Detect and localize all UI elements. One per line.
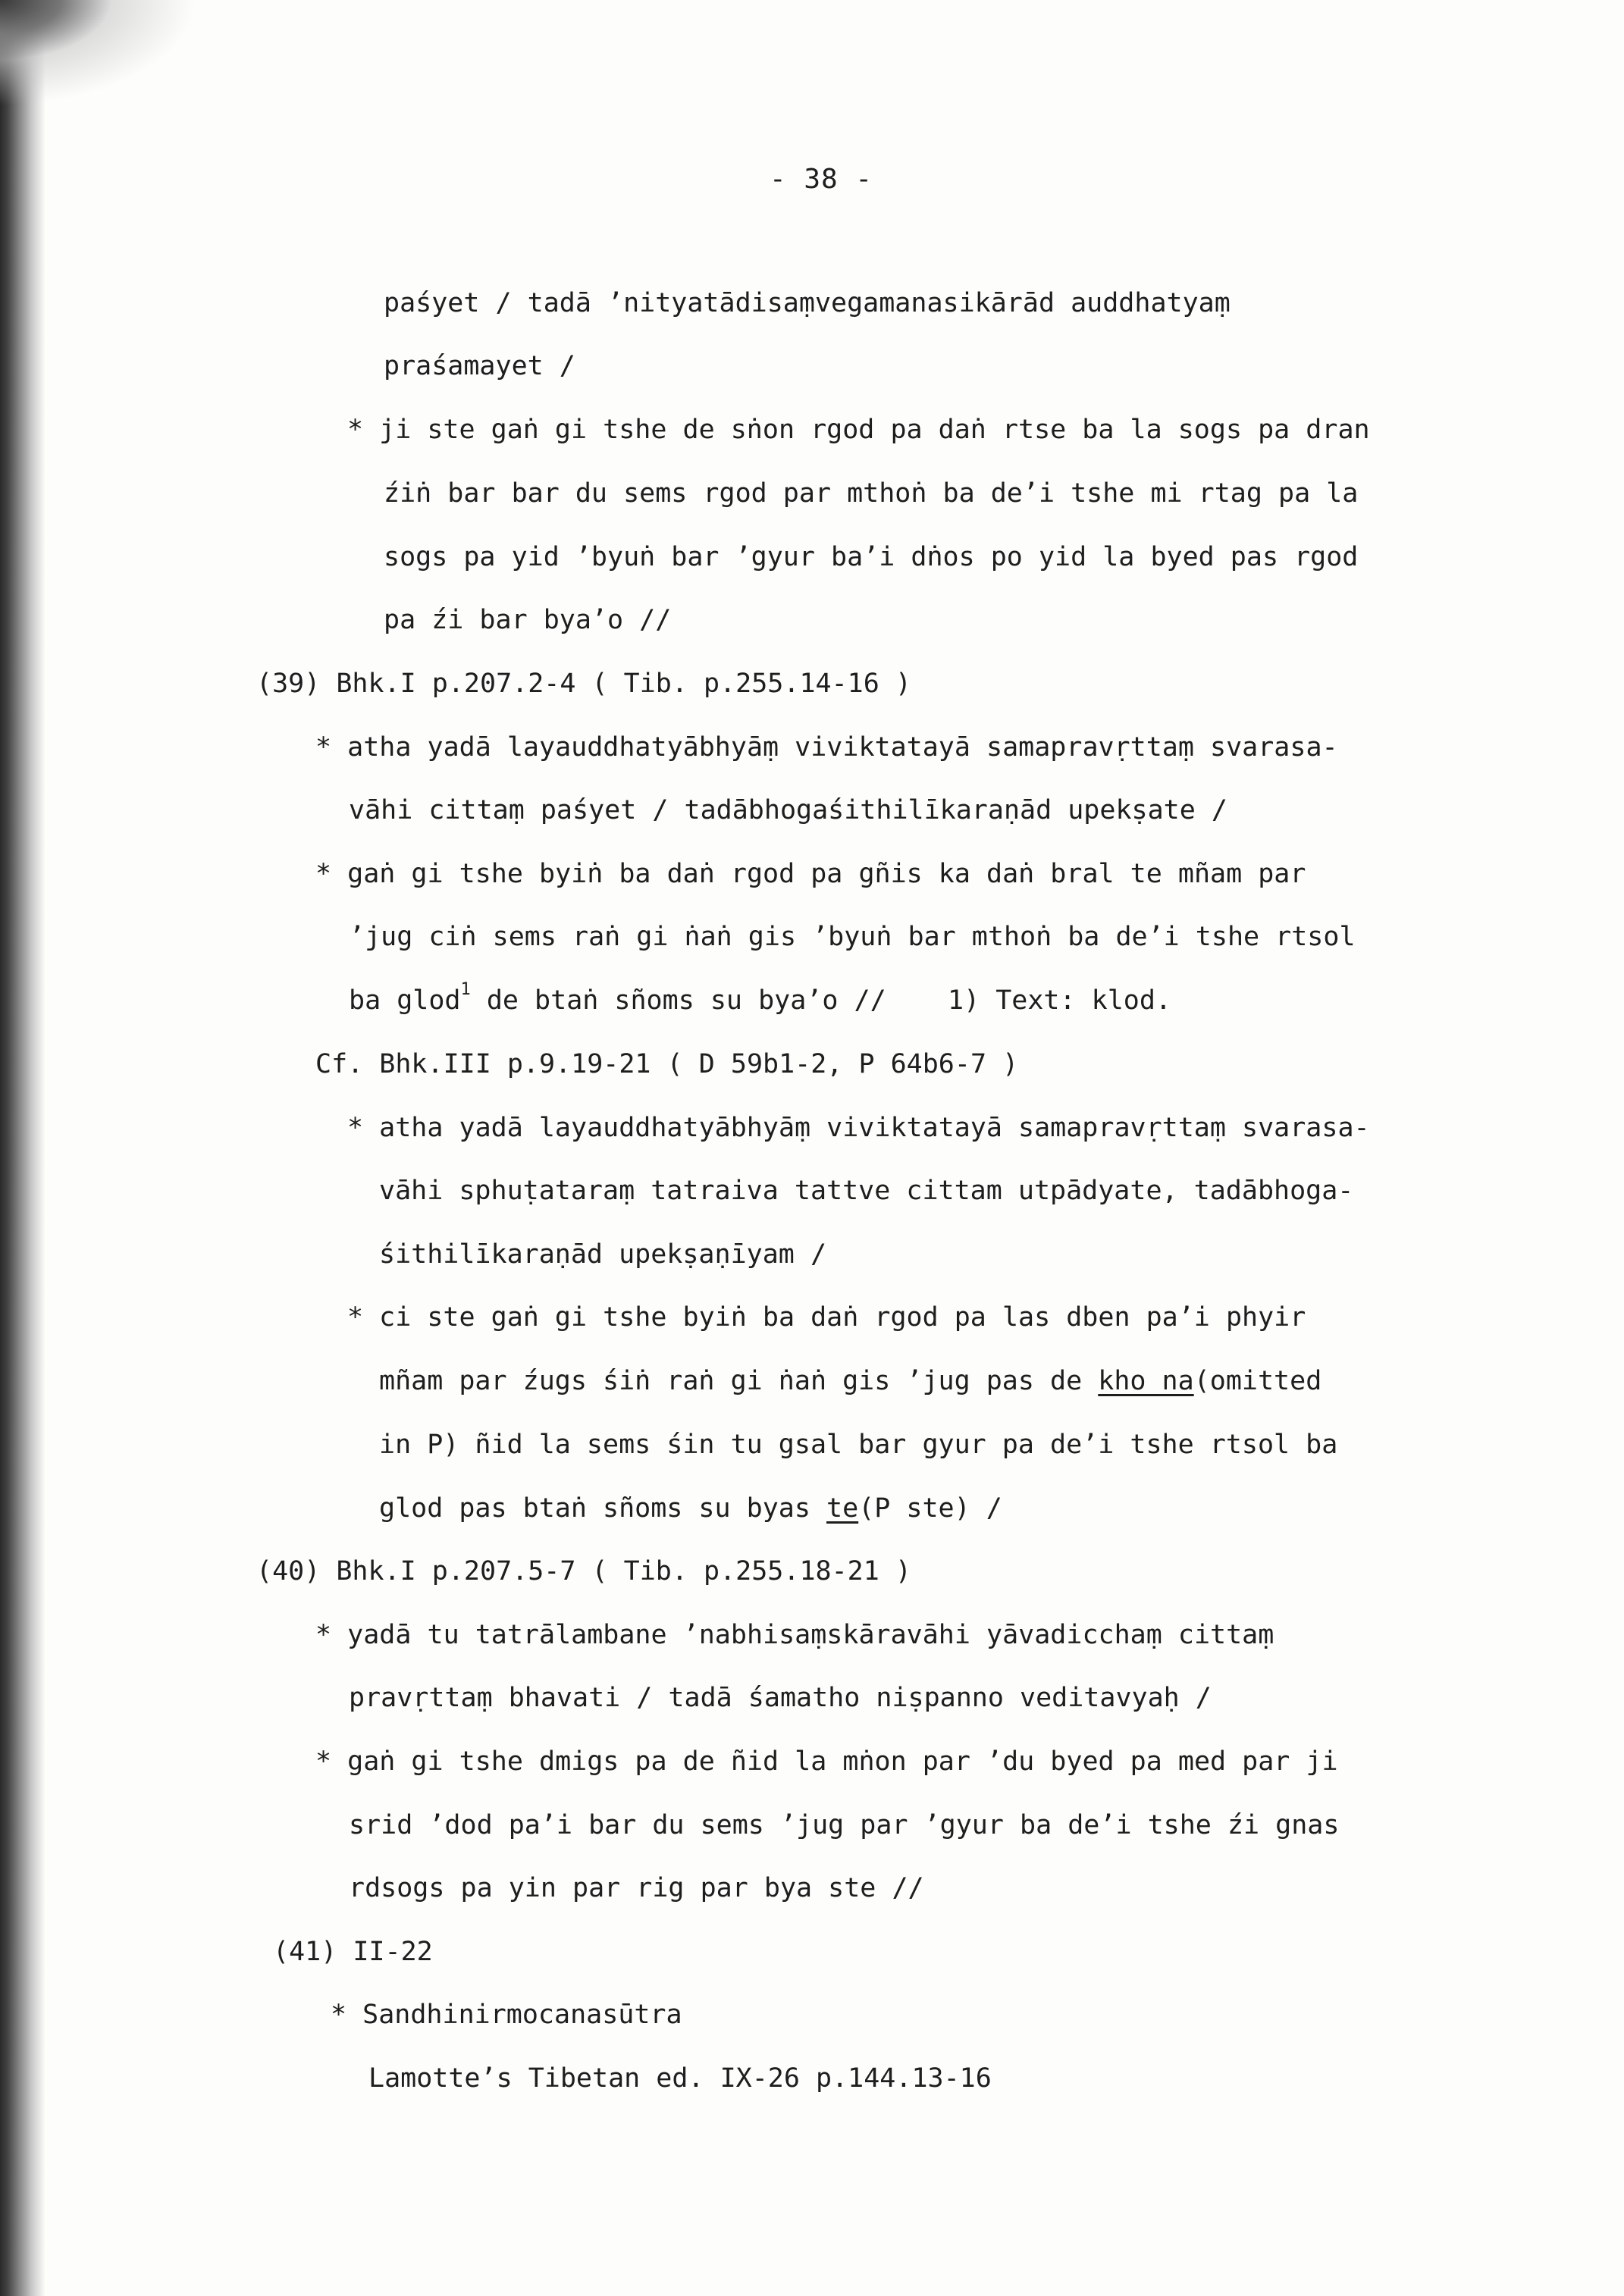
text-line: rdsogs pa yin par rig par bya ste // <box>349 1873 924 1903</box>
text-line: vāhi sphuṭataraṃ tatraiva tattve cittam utpādyate, tadābhoga- <box>379 1176 1354 1206</box>
underlined-term: te <box>826 1493 859 1524</box>
text-line: * gaṅ gi tshe byiṅ ba daṅ rgod pa gñis ka daṅ bral te mñam par <box>315 859 1306 889</box>
text-line: śithilīkaraṇād upekṣaṇīyam / <box>379 1239 827 1270</box>
text-line: * ji ste gaṅ gi tshe de sṅon rgod pa daṅ rtse ba la sogs pa dran <box>347 415 1370 445</box>
footnote-text: 1) Text: klod. <box>948 985 1172 1016</box>
text-line: sogs pa yid ʼbyuṅ bar ʼgyur baʼi dṅos po yid la byed pas rgod <box>384 542 1359 572</box>
text-line: Lamotteʼs Tibetan ed. IX-26 p.144.13-16 <box>368 2063 992 2094</box>
text-line: * atha yadā layauddhatyābhyāṃ viviktatayā samapravṛttaṃ svarasa- <box>347 1113 1370 1143</box>
text-line: źiṅ bar bar du sems rgod par mthoṅ ba deʼi tshe mi rtag pa la <box>384 478 1359 509</box>
text-line: * Sandhinirmocanasūtra <box>331 2000 682 2030</box>
text-line-with-footnote <box>349 980 886 1016</box>
section-heading: Cf. Bhk.III p.9.19-21 ( D 59b1-2, P 64b6-7 ) <box>315 1049 1019 1079</box>
text-line: srid ʼdod paʼi bar du sems ʼjug par ʼgyur ba deʼi tshe źi gnas <box>349 1810 1340 1840</box>
footnote-line-text: de btaṅ sñoms su byaʼo // <box>486 985 886 1016</box>
text-line: vāhi cittaṃ paśyet / tadābhogaśithilīkaraṇād upekṣate / <box>349 795 1227 825</box>
footnote-marker: 1 <box>460 980 471 1000</box>
text-segment: (P ste) / <box>858 1493 1002 1524</box>
text-line: in P) ñid la sems śin tu gsal bar gyur pa deʼi tshe rtsol ba <box>379 1430 1338 1460</box>
text-line: * gaṅ gi tshe dmigs pa de ñid la mṅon par ʼdu byed pa med par ji <box>315 1746 1338 1777</box>
section-heading: (41) II-22 <box>273 1937 433 1967</box>
text-line-with-underline <box>379 1493 1002 1524</box>
text-line: pa źi bar byaʼo // <box>384 605 672 635</box>
text-line: pravṛttaṃ bhavati / tadā śamatho niṣpanno veditavyaḥ / <box>349 1683 1212 1713</box>
text-line: * atha yadā layauddhatyābhyāṃ viviktatayā samapravṛttaṃ svarasa- <box>315 732 1338 763</box>
text-segment: mñam par źugs śiṅ raṅ gi ṅaṅ gis ʼjug pas de <box>379 1366 1083 1396</box>
footnote-prefix: ba glod <box>349 985 461 1016</box>
text-line: ʼjug ciṅ sems raṅ gi ṅaṅ gis ʼbyuṅ bar mthoṅ ba deʼi tshe rtsol <box>349 922 1356 952</box>
text-line-with-underline <box>379 1368 1321 1395</box>
binding-shadow <box>0 0 45 2296</box>
section-heading: (40) Bhk.I p.207.5-7 ( Tib. p.255.18-21 ) <box>256 1556 911 1587</box>
underlined-term: kho na <box>1098 1366 1194 1396</box>
section-heading: (39) Bhk.I p.207.2-4 ( Tib. p.255.14-16 ) <box>256 669 911 699</box>
text-segment: glod pas btaṅ sñoms su byas <box>379 1493 810 1524</box>
text-line: praśamayet / <box>384 351 575 381</box>
page-number: - 38 - <box>770 164 873 195</box>
text-line: * ci ste gaṅ gi tshe byiṅ ba daṅ rgod pa las dben paʼi phyir <box>347 1302 1306 1333</box>
text-line: * yadā tu tatrālambane ʼnabhisaṃskāravāhi yāvadicchaṃ cittaṃ <box>315 1620 1274 1650</box>
binding-corner-shadow <box>0 0 197 106</box>
text-segment: (omitted <box>1193 1366 1322 1396</box>
text-line: paśyet / tadā ʼnityatādisaṃvegamanasikārād auddhatyaṃ <box>384 288 1231 318</box>
